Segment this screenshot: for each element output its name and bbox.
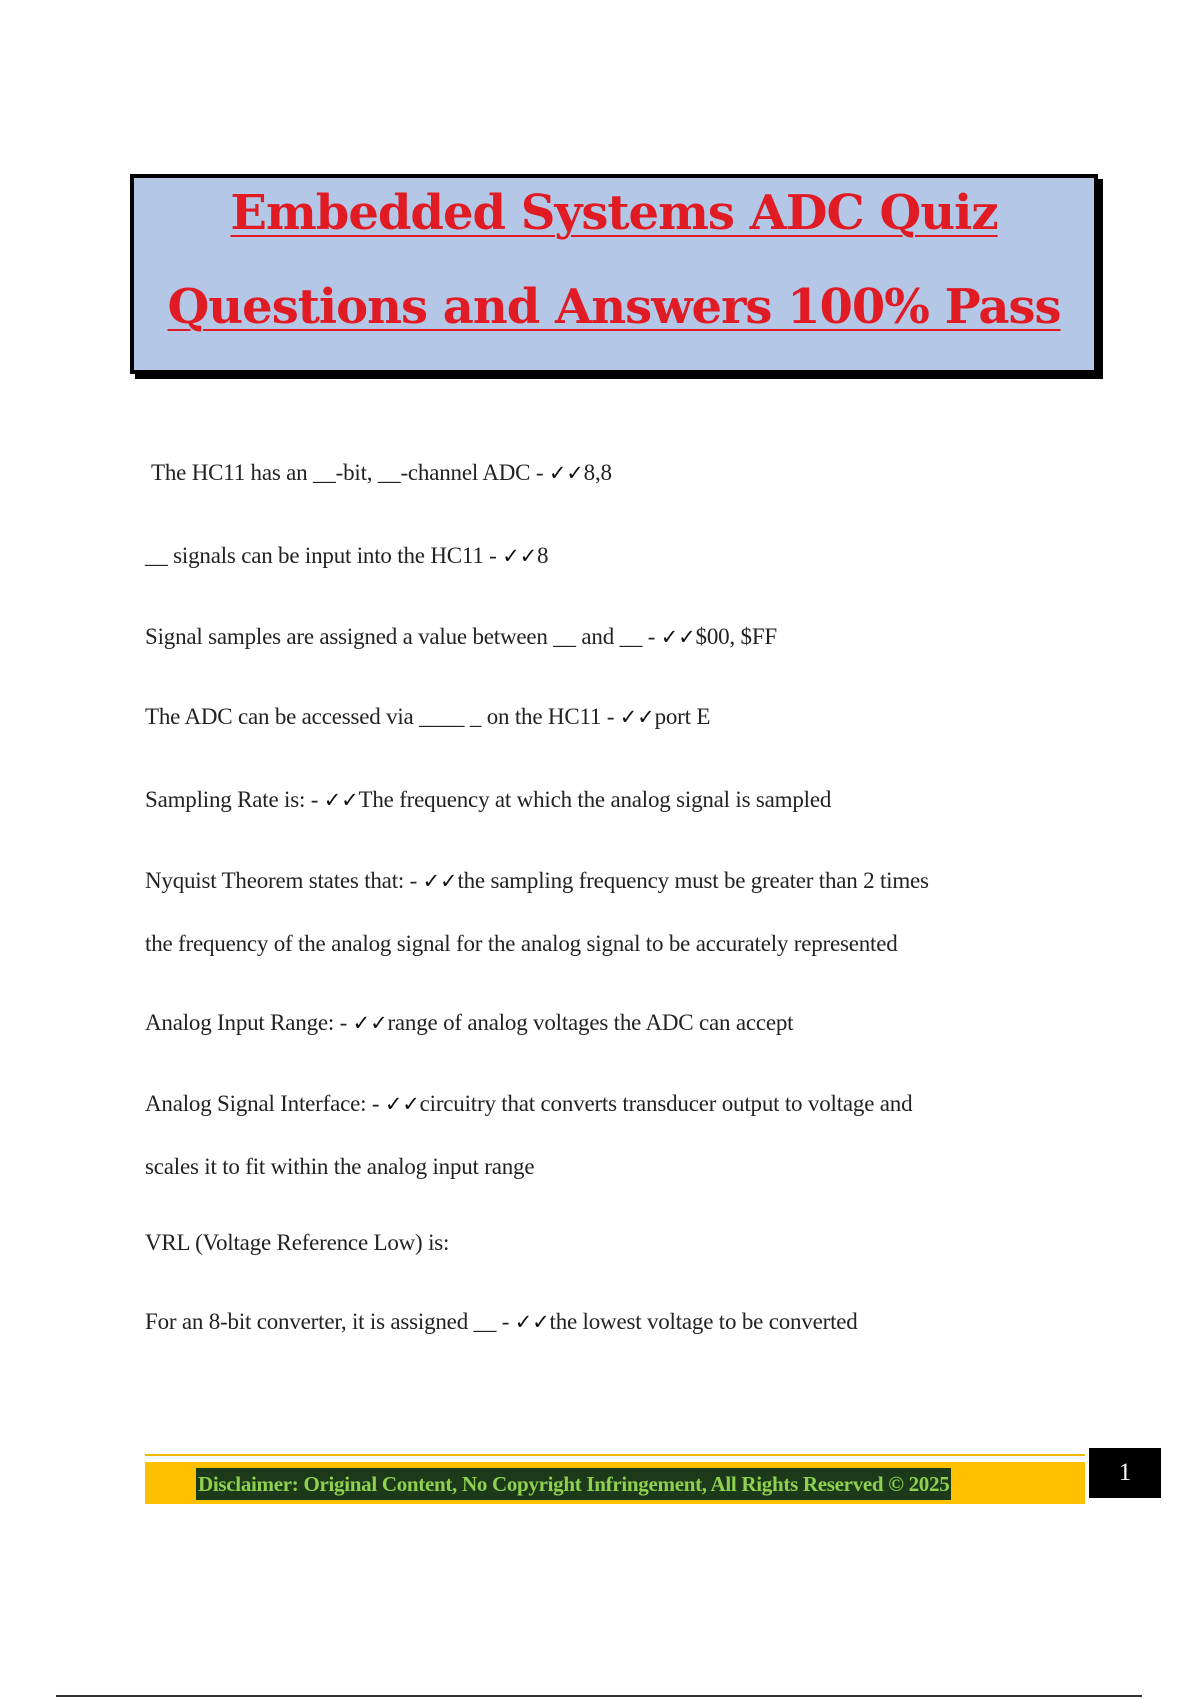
question-text: Signal samples are assigned a value between __ and __ - [145, 624, 661, 649]
question-text: The HC11 has an __-bit, __-channel ADC - [151, 460, 549, 485]
answer-text: range of analog voltages the ADC can accept [387, 1010, 794, 1035]
double-check-icon: ✓✓ [352, 1011, 388, 1035]
question-text: __ signals can be input into the HC11 - [145, 543, 503, 568]
qa-item [151, 460, 612, 486]
title-box [130, 174, 1098, 374]
double-check-icon: ✓✓ [323, 788, 359, 812]
double-check-icon: ✓✓ [619, 705, 655, 729]
question-text: Sampling Rate is: - [145, 787, 324, 812]
qa-item [145, 1010, 793, 1036]
double-check-icon: ✓✓ [660, 625, 696, 649]
double-check-icon: ✓✓ [384, 1092, 420, 1116]
question-text: Analog Signal Interface: - [145, 1091, 385, 1116]
qa-item [145, 1091, 912, 1117]
qa-item [145, 787, 831, 813]
qa-item [145, 543, 548, 569]
qa-item [145, 1309, 858, 1335]
question-text: VRL (Voltage Reference Low) is: [145, 1230, 450, 1255]
answer-text: 8,8 [583, 460, 612, 485]
disclaimer-text: Disclaimer: Original Content, No Copyright Infringement, All Rights Reserved © 2025 [196, 1468, 951, 1500]
answer-text: the frequency of the analog signal for the analog signal to be accurately represented [145, 931, 898, 956]
title-line-1: Embedded Systems ADC Quiz [230, 185, 998, 241]
answer-text: circuitry that converts transducer output to voltage and [419, 1091, 913, 1116]
title-line-2: Questions and Answers 100% Pass [167, 279, 1061, 335]
qa-item [145, 624, 777, 650]
answer-text: port E [654, 704, 711, 729]
qa-item [145, 704, 710, 730]
double-check-icon: ✓✓ [502, 544, 537, 568]
double-check-icon: ✓✓ [548, 461, 584, 485]
page-number: 1 [1089, 1448, 1161, 1498]
qa-item [145, 868, 929, 894]
question-text: Nyquist Theorem states that: - [145, 868, 423, 893]
bottom-rule [56, 1695, 1142, 1697]
double-check-icon: ✓✓ [422, 869, 458, 893]
qa-item [145, 1230, 449, 1256]
answer-text: scales it to fit within the analog input range [145, 1154, 535, 1179]
answer-text: the sampling frequency must be greater than 2 times [457, 868, 929, 893]
answer-text: the lowest voltage to be converted [549, 1309, 858, 1334]
footer-divider [145, 1454, 1085, 1456]
qa-continuation [145, 1154, 534, 1180]
qa-continuation [145, 931, 898, 957]
question-text: The ADC can be accessed via ____ _ on the HC11 - [145, 704, 620, 729]
question-text: For an 8-bit converter, it is assigned __ - [145, 1309, 515, 1334]
double-check-icon: ✓✓ [514, 1310, 550, 1334]
answer-text: The frequency at which the analog signal is sampled [358, 787, 832, 812]
answer-text: 8 [536, 543, 549, 568]
answer-text: $00, $FF [695, 624, 778, 649]
question-text: Analog Input Range: - [145, 1010, 353, 1035]
